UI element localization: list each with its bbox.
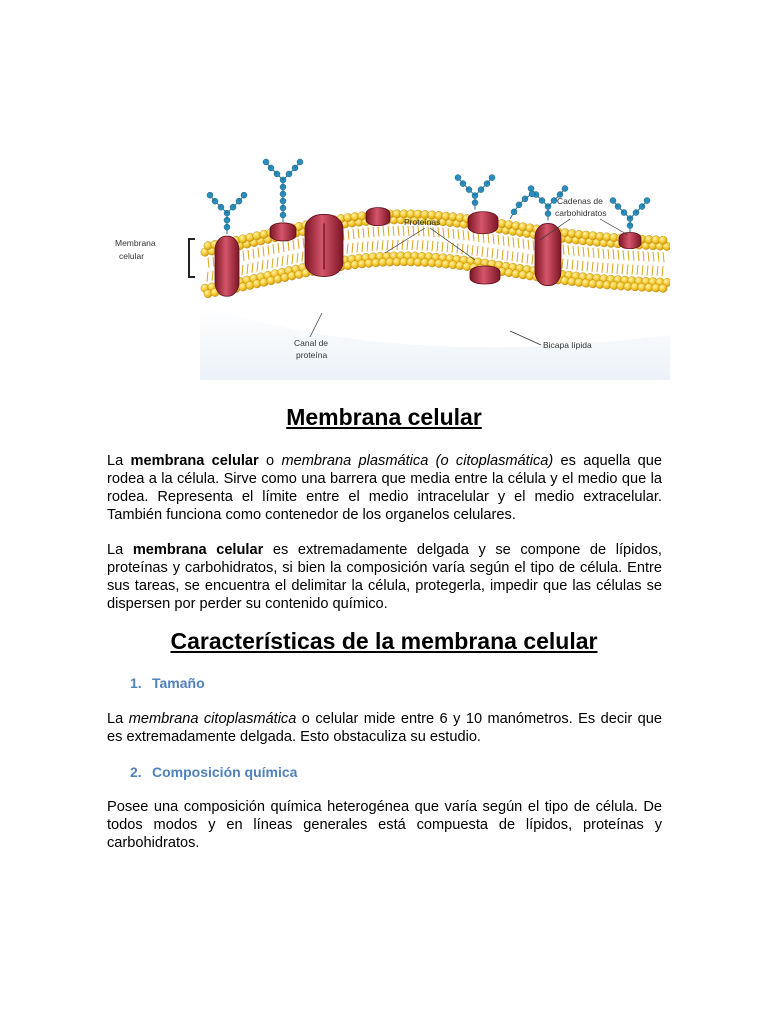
label-cadenas-line1: Cadenas de — [557, 196, 603, 206]
label-canal-line1: Canal de — [294, 338, 329, 348]
label-proteinas: Proteínas — [404, 217, 441, 227]
membrane-bracket — [189, 239, 195, 277]
label-membrana-line1: Membrana — [115, 238, 156, 248]
label-canal-line2: proteína — [296, 350, 328, 360]
size-paragraph: La membrana citoplasmática o celular mide entre 6 y 10 manómetros. Es decir que es extremadamente delgada. Esto obstaculiza su estudio. — [107, 711, 663, 745]
label-cadenas-line2: carbohidratos — [555, 208, 607, 218]
intro-paragraph: La membrana celular o membrana plasmática (o citoplasmática) es aquella que rodea a la célula. Sirve como una barrera que media entre la célula y el medio que la rodea. Representa el límite entre el medio intracelular y el medio extracelular. También funciona como contenedor de los organelos celulares. — [107, 453, 662, 523]
label-bicapa: Bicapa lípida — [543, 340, 592, 350]
composition-paragraph: La membrana celular es extremadamente delgada y se compone de lípidos, proteínas y carbohidratos, si bien la composición varía según el tipo de célula. Entre sus tareas, se encuentra el delimitar la célula, protegerla, impedir que las células se dispersen por perder su contenido químico. — [107, 542, 662, 612]
cell-membrane-illustration — [100, 135, 670, 380]
chemistry-paragraph: Posee una composición química heterogénea que varía según el tipo de célula. De todos modos y en líneas generales está compuesta de lípidos, proteínas y carbohidratos. — [107, 799, 662, 851]
label-membrana-line2: celular — [119, 251, 145, 261]
subheading-tamano: 1. Tamaño — [130, 675, 205, 691]
subheading-composicion: 2. Composición química — [130, 764, 298, 780]
section-title: Características de la membrana celular — [170, 628, 598, 654]
page-title: Membrana celular — [286, 404, 482, 430]
